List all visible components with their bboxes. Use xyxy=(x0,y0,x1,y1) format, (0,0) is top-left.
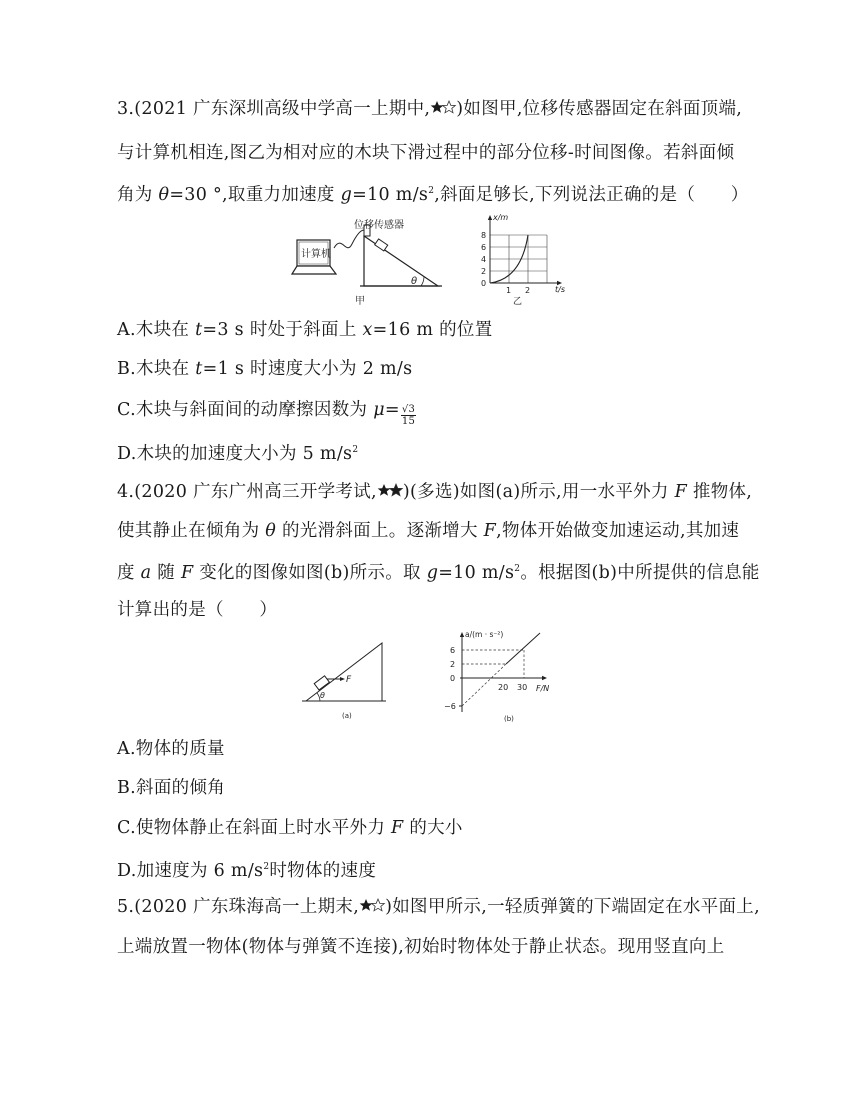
q4-option-b[interactable]: B.斜面的倾角 xyxy=(117,778,226,798)
aF-line xyxy=(506,633,540,664)
q5-line-2: 上端放置一物体(物体与弹簧不连接),初始时物体处于静止状态。现用竖直向上 xyxy=(117,937,725,957)
y-tick: 2 xyxy=(450,660,456,669)
q3-option-a[interactable]: A.木块在 t=3 s 时处于斜面上 x=16 m 的位置 xyxy=(117,320,493,340)
q3-line-1: 3.(2021 广东深圳高级中学高一上期中, )如图甲,位移传感器固定在斜面顶端, xyxy=(117,99,743,119)
computer-label: 计算机 xyxy=(301,249,331,260)
q3-option-c[interactable]: C.木块与斜面间的动摩擦因数为 μ= $\frac{√3}{15}$ xyxy=(117,400,416,427)
figure-b-aF-graph xyxy=(440,628,580,726)
y-tick: 2 xyxy=(481,267,487,276)
smooth-incline xyxy=(306,643,382,701)
x-tick: 1 xyxy=(506,286,512,295)
q4-line-2: 使其静止在倾角为 θ 的光滑斜面上。逐渐增大 F,物体开始做变加速运动,其加速 xyxy=(117,521,740,541)
y-tick: 4 xyxy=(481,255,487,264)
q4-line-4: 计算出的是（ ） xyxy=(117,600,278,620)
y-axis-label: a/(m · s⁻²) xyxy=(465,630,504,639)
q5-line-1: 5.(2020 广东珠海高一上期末, )如图甲所示,一轻质弹簧的下端固定在水平面上, xyxy=(117,897,760,917)
figure-a-caption: (a) xyxy=(342,712,352,720)
sensor-cable xyxy=(334,230,364,248)
x-axis-label: t/s xyxy=(555,285,565,294)
y-axis-label: x/m xyxy=(493,213,509,222)
x-tick: 30 xyxy=(517,683,528,692)
x-tick: 20 xyxy=(498,683,509,692)
angle-label: θ xyxy=(411,276,418,287)
sensor-label: 位移传感器 xyxy=(354,220,404,231)
y-tick: 0 xyxy=(481,279,487,288)
q3-option-d[interactable]: D.木块的加速度大小为 5 $m/s^2$ xyxy=(117,444,359,464)
q3-line-3: 角为 θ=30 °,取重力加速度 g=10 $m/s^2$,斜面足够长,下列说法正确的是（ ） xyxy=(117,185,749,205)
force-label: F xyxy=(346,675,352,685)
difficulty-stars-icon xyxy=(377,480,403,504)
fraction: $\frac{√3}{15}$ xyxy=(401,404,416,427)
q4-line-1: 4.(2020 广东广州高三开学考试, )(多选)如图(a)所示,用一水平外力 F 推物体, xyxy=(117,482,753,502)
figure-jia-caption: 甲 xyxy=(355,296,365,307)
y-tick: 6 xyxy=(450,646,456,655)
y-tick: −6 xyxy=(444,702,456,711)
q4-option-c[interactable]: C.使物体静止在斜面上时水平外力 F 的大小 xyxy=(117,818,463,838)
figure-a-incline-force xyxy=(300,632,390,724)
q4-option-a[interactable]: A.物体的质量 xyxy=(117,739,225,759)
y-tick: 0 xyxy=(450,674,456,683)
figure-b-caption: (b) xyxy=(504,715,514,723)
figure-jia-incline-sensor xyxy=(290,216,450,306)
x-axis-label: F/N xyxy=(536,684,550,693)
q3-line-2: 与计算机相连,图乙为相对应的木块下滑过程中的部分位移-时间图像。若斜面倾 xyxy=(117,143,735,163)
figure-yi-xt-graph xyxy=(475,212,575,307)
x-tick: 2 xyxy=(525,286,531,295)
y-tick: 8 xyxy=(481,231,487,240)
figure-yi-caption: 乙 xyxy=(513,297,523,307)
angle-label: θ xyxy=(320,691,325,700)
q4-option-d[interactable]: D.加速度为 6 $m/s^2$时物体的速度 xyxy=(117,861,377,881)
difficulty-stars-icon xyxy=(359,895,385,919)
q3-option-b[interactable]: B.木块在 t=1 s 时速度大小为 2 m/s xyxy=(117,359,413,379)
y-tick: 6 xyxy=(481,243,487,252)
q4-line-3: 度 a 随 F 变化的图像如图(b)所示。取 g=10 $m/s^2$。根据图(b)中所提供的信息能 xyxy=(117,563,760,583)
difficulty-stars-icon xyxy=(430,97,456,121)
